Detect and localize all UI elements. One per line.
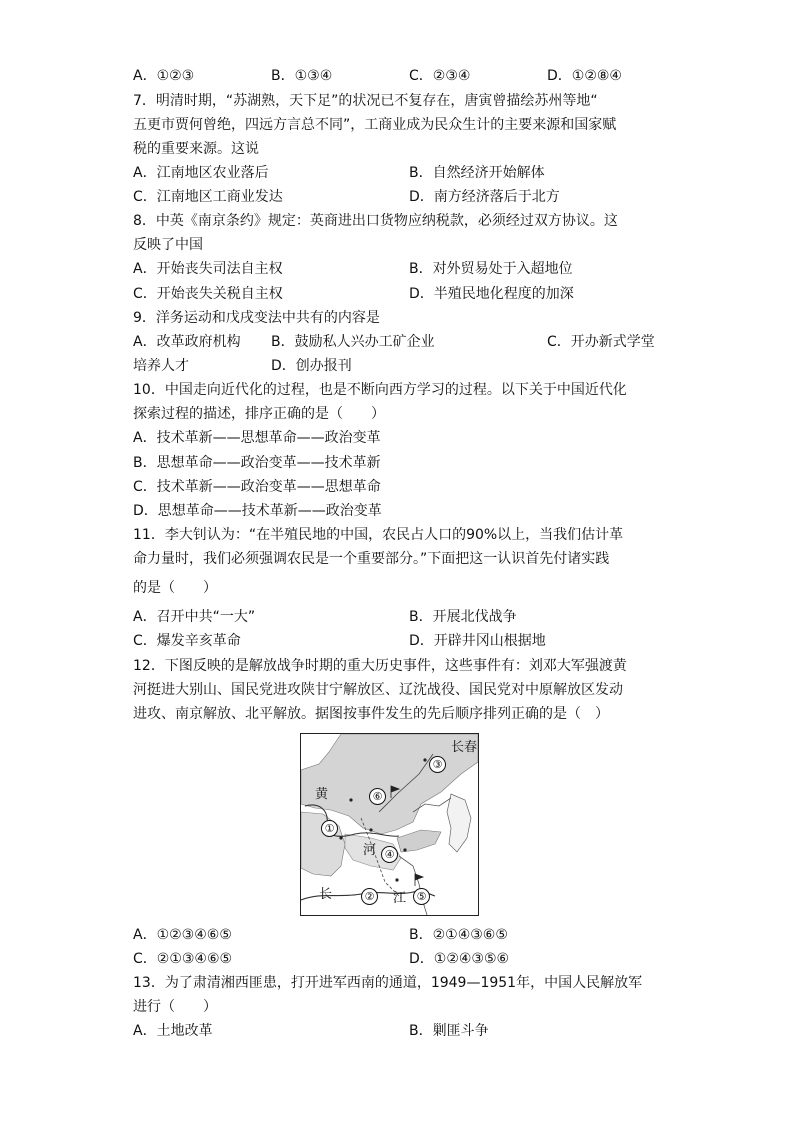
- q12-option-b: B．②①④③⑥⑤: [409, 927, 508, 943]
- q7-option-d: D．南方经济落后于北方: [409, 189, 560, 205]
- map-marker-5: ⑤: [413, 888, 430, 905]
- q13-option-a: A．土地改革: [133, 1023, 213, 1039]
- q11-option-b: B．开展北伐战争: [409, 609, 517, 625]
- q8-option-d: D．半殖民地化程度的加深: [409, 286, 574, 302]
- q8-stem-line-2: 反映了中国: [133, 237, 203, 253]
- map-label-huang: 黄: [315, 787, 329, 802]
- q11-option-a: A．召开中共“一大”: [133, 609, 256, 625]
- q11-option-c: C．爆发辛亥革命: [133, 633, 241, 649]
- q13-stem-line-2: 进行（ ）: [133, 999, 217, 1015]
- map-label-chang: 长: [319, 887, 333, 902]
- q6-option-b: B．①③④: [271, 68, 333, 84]
- q12-stem-line-2: 河挺进大别山、国民党进攻陕甘宁解放区、辽沈战役、国民党对中原解放区发动: [133, 682, 623, 698]
- map-marker-1: ①: [321, 820, 338, 837]
- q11-option-d: D．开辟井冈山根据地: [409, 633, 546, 649]
- q6-option-c: C．②③④: [409, 68, 471, 84]
- q10-stem-line-1: 10．中国走向近代化的过程，也是不断向西方学习的过程。以下关于中国近代化: [133, 382, 627, 398]
- q9-option-d: D．创办报刊: [271, 358, 352, 374]
- q8-option-b: B．对外贸易处于入超地位: [409, 261, 573, 277]
- map-marker-3: ③: [429, 756, 446, 773]
- q13-stem-line-1: 13．为了肃清湘西匪患，打开进军西南的通道，1949—1951年，中国人民解放军: [133, 975, 643, 991]
- q10-option-a: A．技术革新——思想革命——政治变革: [133, 430, 381, 446]
- q11-stem-line-2: 命力量时，我们必须强调农民是一个重要部分。”下面把这一认识首先付诸实践: [133, 551, 610, 567]
- map-label-jiang: 江: [393, 891, 407, 906]
- q12-option-c: C．②①③④⑥⑤: [133, 951, 233, 967]
- q10-option-d: D．思想革命——技术革新——政治变革: [133, 503, 382, 519]
- map-marker-6: ⑥: [369, 788, 386, 805]
- q9-option-c-continued: 培养人才: [133, 358, 189, 374]
- q9-option-c: C．开办新式学堂: [547, 334, 655, 350]
- q8-stem-line-1: 8．中英《南京条约》规定：英商进出口货物应纳税款，必须经过双方协议。这: [133, 213, 618, 229]
- q7-stem-line-1: 7．明清时期，“苏湖熟，天下足”的状况已不复存在，唐寅曾描绘苏州等地“: [133, 93, 598, 109]
- q7-option-a: A．江南地区农业落后: [133, 165, 269, 181]
- map-label-he: 河: [363, 843, 377, 858]
- q9-stem-line-1: 9．洋务运动和戊戌变法中共有的内容是: [133, 310, 380, 326]
- q9-option-a: A．改革政府机构: [133, 334, 241, 350]
- q12-stem-line-3: 进攻、南京解放、北平解放。据图按事件发生的先后顺序排列正确的是（ ）: [133, 706, 609, 722]
- liberation-war-map: [300, 733, 479, 916]
- map-marker-2: ②: [361, 888, 378, 905]
- q10-option-c: C．技术革新——政治变革——思想革命: [133, 479, 381, 495]
- q7-option-b: B．自然经济开始解体: [409, 165, 545, 181]
- q12-option-d: D．①②④③⑤⑥: [409, 951, 510, 967]
- map-marker-4: ④: [381, 846, 398, 863]
- map-label-changchun: 长春: [451, 740, 478, 755]
- q11-stem-line-1: 11．李大钊认为：“在半殖民地的中国，农民占人口的90%以上，当我们估计革: [133, 527, 624, 543]
- q6-option-a: A．①②③: [133, 68, 195, 84]
- q13-option-b: B．剿匪斗争: [409, 1023, 489, 1039]
- q8-option-a: A．开始丧失司法自主权: [133, 261, 283, 277]
- q11-stem-line-3: 的是（ ）: [133, 580, 217, 596]
- q10-stem-line-2: 探索过程的描述，排序正确的是（ ）: [133, 406, 385, 422]
- q8-option-c: C．开始丧失关税自主权: [133, 286, 283, 302]
- q9-option-b: B．鼓励私人兴办工矿企业: [271, 334, 435, 350]
- q7-option-c: C．江南地区工商业发达: [133, 189, 283, 205]
- q7-stem-line-3: 税的重要来源。这说: [133, 141, 259, 157]
- q12-stem-line-1: 12．下图反映的是解放战争时期的重大历史事件，这些事件有：刘邓大军强渡黄: [133, 658, 627, 674]
- q7-stem-line-2: 五更市贾何曾绝，四远方言总不同”，工商业成为民众生计的主要来源和国家赋: [133, 117, 617, 133]
- q10-option-b: B．思想革命——政治变革——技术革新: [133, 455, 381, 471]
- q6-option-d: D．①②⑧④: [547, 68, 622, 84]
- q12-option-a: A．①②③④⑥⑤: [133, 927, 232, 943]
